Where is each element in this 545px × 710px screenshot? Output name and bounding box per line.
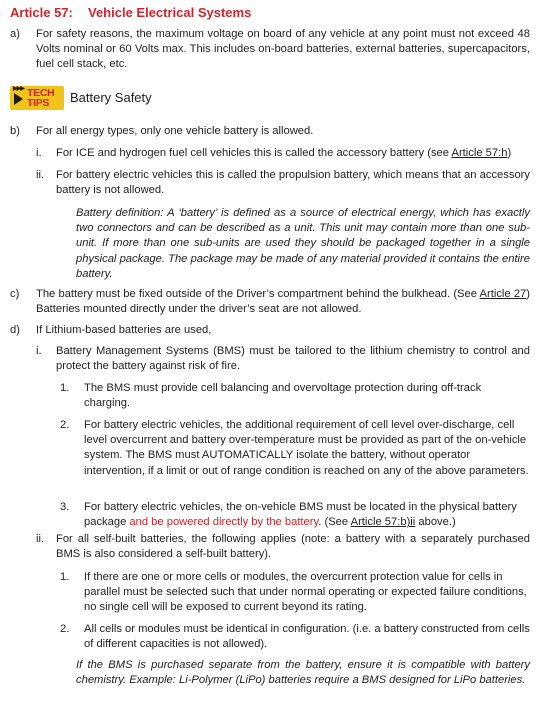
article-57h-link[interactable]: Article 57:h bbox=[451, 147, 508, 159]
bms-note: If the BMS is purchased separate from the battery, ensure it is compatible with battery chemistry. Example: Li-Polymer (LiPo) batteries require a BMS designed for LiPo batteries. bbox=[76, 659, 530, 687]
battery-definition: Battery definition: A ‘battery’ is defined as a source of electrical energy, which has exactly two connectors and can be described as a unit. This unit may contain more than one sub-unit. If more than one sub-units are used they should be packaged together in a single physical package. The package may be made of any material provided it contains the entire battery. bbox=[76, 207, 530, 280]
clause-d-i-1: 1. The BMS must provide cell balancing and overvoltage protection during off-track charging. bbox=[60, 382, 482, 410]
clause-b-ii bbox=[36, 168, 530, 198]
clause-a-text: For safety reasons, the maximum voltage on board of any vehicle at any point must not exceed 48 Volts nominal or 60 Volts max. This includes on-board batteries, external batteries, supercapacitors, fuel cell stack, etc. bbox=[36, 28, 530, 71]
clause-c-label: c) bbox=[10, 288, 20, 300]
clause-d-ii-label: ii. bbox=[36, 533, 45, 545]
clause-c: c) The battery must be fixed outside of the Driver’s compartment behind the bulkhead. (See Article 27) Batteries mounted directly under the driver’s seat are not allowed. bbox=[10, 288, 531, 316]
clause-d-ii-2: 2. All cells or modules must be identical in configuration. (i.e. a battery constructed from cells of different capacities is not allowed). bbox=[60, 623, 530, 651]
clause-d-i bbox=[36, 344, 530, 374]
powered-by-battery-highlight: and be powered directly by the battery bbox=[129, 516, 319, 529]
article-title: Vehicle Electrical Systems bbox=[88, 5, 252, 20]
article-heading bbox=[10, 4, 251, 22]
clause-b-ii-label: ii. bbox=[36, 169, 45, 181]
clause-d-i-3: 3. For battery electric vehicles, the on-vehicle BMS must be located in the physical battery package and be powered directly by the battery. (See Article 57:b)ii above.) bbox=[60, 501, 517, 529]
clause-b-label: b) bbox=[10, 125, 20, 137]
clause-d-i-2: 2. For battery electric vehicles, the additional requirement of cell level over-discharge, cell level overcurrent and battery over-temperature must be provided as part of the on-vehicle system. The BMS must AUTOMATICALLY isolate the battery, without operator intervention, if a limit or out of range condition is reached on any of the above parameters. bbox=[60, 419, 529, 477]
article-number: Article 57: bbox=[10, 5, 73, 20]
clause-b-ii-text: For battery electric vehicles this is called the propulsion battery, which means that an accessory battery is not allowed. bbox=[56, 169, 530, 197]
clause-d-ii-1: 1. If there are one or more cells or modules, the overcurrent protection value for cells in parallel must be selected such that under normal operating or expected failure conditions, no single cell will be exposed to current beyond its rating. bbox=[60, 571, 527, 614]
clause-d bbox=[10, 323, 530, 338]
clause-a bbox=[10, 27, 530, 73]
article-27-link[interactable]: Article 27 bbox=[479, 288, 527, 300]
clause-b-text: For all energy types, only one vehicle battery is allowed. bbox=[36, 125, 314, 137]
play-icon bbox=[14, 93, 23, 105]
tech-tips-logo-icon: ▶▶▶ TECH TIPS bbox=[10, 86, 64, 110]
clause-b-i: i. For ICE and hydrogen fuel cell vehicles this is called the accessory battery (see Article 57:h) bbox=[36, 146, 530, 161]
tech-tips-title: Battery Safety bbox=[70, 90, 152, 105]
clause-d-ii bbox=[36, 532, 530, 562]
clause-d-i-label: i. bbox=[36, 345, 42, 357]
tech-tips-callout bbox=[10, 84, 210, 112]
clause-d-label: d) bbox=[10, 324, 20, 336]
clause-d-text: If Lithium-based batteries are used, bbox=[36, 324, 212, 336]
clause-b bbox=[10, 124, 530, 139]
clause-a-label: a) bbox=[10, 28, 20, 40]
article-57bii-link[interactable]: Article 57:b)ii bbox=[350, 516, 416, 529]
clause-d-i-text: Battery Management Systems (BMS) must be tailored to the lithium chemistry to control and protect the battery against risk of fire. bbox=[56, 345, 530, 373]
clause-d-ii-text: For all self-built batteries, the following applies (note: a battery with a separately purchased BMS is also considered a self-built battery). bbox=[56, 533, 530, 561]
clause-b-i-label: i. bbox=[36, 147, 42, 159]
